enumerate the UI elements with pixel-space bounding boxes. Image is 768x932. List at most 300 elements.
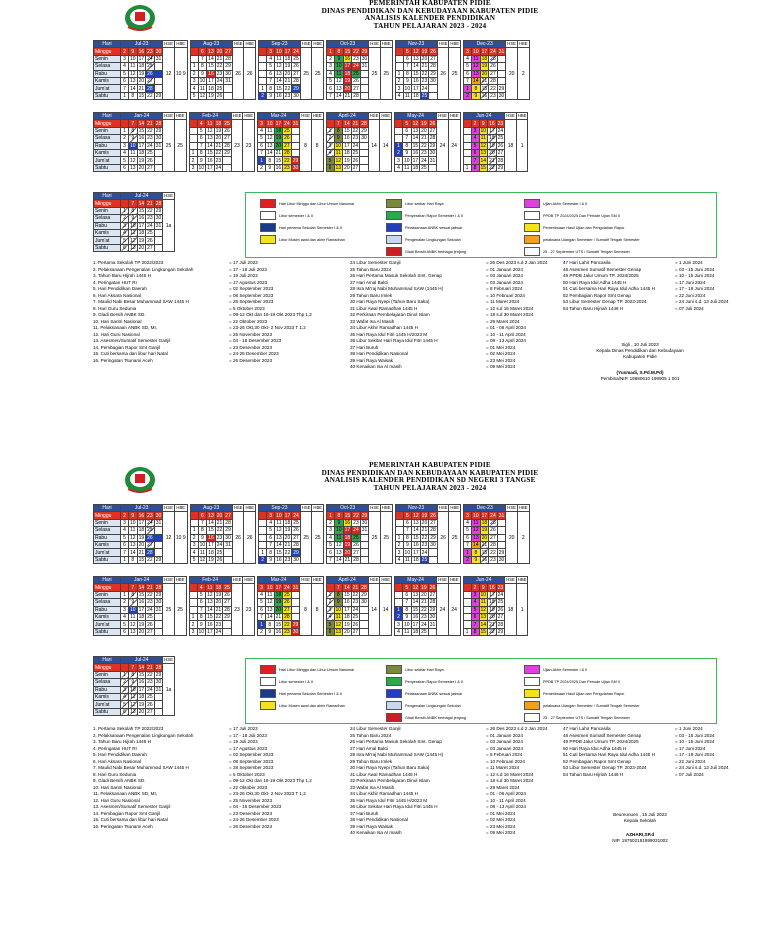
- date-cell: 18: [138, 527, 145, 534]
- date-cell: 28: [224, 606, 230, 613]
- date-cell: 25: [490, 519, 496, 526]
- hbe-value: 24: [448, 120, 460, 172]
- date-cell: 14: [130, 549, 136, 556]
- event-name: 54 Tahun Baru Hijriah 1446 H: [563, 305, 624, 311]
- event-date: = 01 - 06 April 2024: [486, 325, 526, 330]
- date-cell: 14: [130, 85, 136, 92]
- date-cell: 11: [473, 519, 479, 526]
- date-cell: 2: [395, 77, 403, 84]
- event-date: = 02 Mei 2024: [486, 817, 516, 822]
- date-cell: 4: [267, 55, 275, 62]
- date-cell: 29: [430, 534, 436, 541]
- day-name: Sabtu: [94, 628, 121, 635]
- date-cell: 5: [464, 527, 472, 534]
- date-cell: 31: [155, 606, 162, 613]
- date-cell: 7: [197, 142, 206, 149]
- date-cell: 22: [215, 614, 222, 621]
- event-date: = 09-12 Okt dan 16-19 Okt 2023 Thp 1,2: [229, 312, 312, 317]
- event-date: = 03 - 15 Juni 2024: [675, 732, 715, 738]
- date-cell: 17: [138, 55, 145, 62]
- event-date: = 17 Juli 2023: [229, 260, 258, 265]
- date-cell: 22: [147, 127, 153, 134]
- event-list-col2: [350, 260, 547, 371]
- date-cell: 18: [208, 549, 214, 556]
- date-cell: 10: [130, 519, 136, 526]
- date-cell: 21: [147, 664, 153, 671]
- date-cell: [189, 135, 197, 142]
- date-cell: 18: [413, 92, 419, 99]
- event-date: = 08 - 13 April 2024: [486, 338, 526, 343]
- date-cell: 19: [489, 606, 495, 613]
- legend-label: Pemeriksaan Hasil Ujian dan Pengolahan Rapor: [543, 691, 625, 696]
- date-cell: 11: [404, 164, 410, 171]
- event-date: = 22 Juni 2024: [675, 758, 706, 764]
- date-cell: 9: [198, 534, 207, 541]
- date-cell: 27: [429, 591, 436, 598]
- date-cell: 25: [216, 549, 223, 556]
- date-cell: 21: [147, 120, 153, 127]
- date-cell: 30: [225, 70, 231, 77]
- legend-item: [386, 713, 466, 722]
- date-cell: [224, 549, 233, 556]
- date-cell: 14: [480, 157, 487, 164]
- date-cell: 11: [199, 85, 205, 92]
- date-cell: 23: [147, 512, 153, 519]
- date-cell: [497, 519, 506, 526]
- event-list-col1: [93, 726, 312, 830]
- event-date: = 17 - 18 Juli 2023: [229, 732, 267, 738]
- date-cell: 13: [335, 628, 342, 635]
- date-cell: 27: [353, 549, 359, 556]
- date-cell: 3: [395, 549, 403, 556]
- date-cell: [497, 77, 506, 84]
- hbe-header: HBE: [450, 505, 460, 511]
- date-cell: 1: [395, 70, 403, 77]
- date-cell: 28: [225, 55, 231, 62]
- date-cell: 25: [224, 584, 230, 591]
- legend-swatch: [260, 665, 276, 674]
- hbe-value: 25: [174, 584, 186, 636]
- date-cell: 5: [403, 512, 412, 519]
- month-name: Nov-23: [395, 505, 437, 512]
- event-name: 25 Tahun Baru 2024: [350, 266, 392, 272]
- date-cell: 28: [497, 621, 504, 628]
- hbe-header: HBE: [245, 41, 255, 47]
- date-cell: 24: [497, 127, 504, 134]
- month-name: May-24: [395, 113, 437, 120]
- date-cell: 24: [293, 512, 299, 519]
- hbe-value: 23: [243, 120, 255, 172]
- date-cell: 22: [490, 549, 496, 556]
- date-cell: 15: [480, 628, 487, 635]
- date-cell: 14: [267, 614, 273, 621]
- date-cell: 4: [121, 527, 129, 534]
- month-table: [93, 40, 188, 100]
- date-cell: 20: [284, 70, 291, 77]
- event-date: = 5 Oktober 2023: [229, 771, 265, 777]
- date-cell: 13: [130, 244, 136, 251]
- month-name: Aug-23: [190, 41, 232, 48]
- date-cell: [463, 127, 471, 134]
- date-cell: 8: [266, 621, 275, 628]
- date-cell: 28: [353, 92, 359, 99]
- date-cell: 9: [472, 556, 481, 563]
- event-date: = 10 - 11 April 2024: [486, 331, 526, 337]
- date-cell: 20: [275, 606, 282, 613]
- event-name: 38 Hari Pendidikan Nasional: [350, 351, 408, 356]
- hse-header: HSE: [164, 577, 173, 583]
- event-name: 3. Tahun Baru Hijrah 1445 H: [93, 273, 151, 278]
- date-cell: 24: [497, 591, 504, 598]
- hse-value: 25: [163, 120, 175, 172]
- date-cell: 12: [413, 512, 419, 519]
- calendar-sheet-1: [0, 0, 768, 440]
- date-cell: 14: [207, 142, 213, 149]
- date-cell: 29: [361, 48, 368, 55]
- date-cell: 27: [147, 708, 153, 715]
- date-cell: [497, 534, 506, 541]
- date-cell: 29: [224, 614, 230, 621]
- date-cell: 7: [327, 556, 335, 563]
- date-cell: 6: [267, 70, 275, 77]
- date-cell: 22: [352, 127, 359, 134]
- date-cell: 27: [430, 519, 436, 526]
- legend-swatch: [386, 199, 402, 208]
- date-cell: 11: [480, 135, 486, 142]
- date-cell: [259, 77, 267, 84]
- date-cell: 1: [327, 512, 335, 519]
- date-cell: 19: [138, 70, 145, 77]
- date-cell: 26: [490, 63, 496, 70]
- month-table: [258, 504, 324, 564]
- month-name: Jul-24: [121, 193, 163, 200]
- date-cell: 16: [207, 157, 213, 164]
- month-table: [93, 576, 187, 636]
- date-cell: 3: [267, 48, 275, 55]
- date-cell: 27: [293, 534, 299, 541]
- date-cell: 19: [138, 157, 145, 164]
- date-cell: 30: [293, 556, 299, 563]
- date-cell: [224, 92, 233, 99]
- date-cell: 8: [403, 142, 412, 149]
- date-cell: 27: [224, 599, 230, 606]
- legend-item: [386, 701, 461, 710]
- event-name: 32 Perkiraan Pembelajaran Dinul Islam: [350, 312, 430, 317]
- title-line-2: DINAS PENDIDIKAN DAN KEBUDAYAAN KABUPATEN PIDIE: [321, 6, 539, 15]
- date-cell: 13: [130, 164, 136, 171]
- event-date: = 03 - 15 Juni 2024: [675, 266, 715, 272]
- hse-value: 23: [231, 120, 243, 172]
- date-cell: [154, 628, 163, 635]
- date-cell: 9: [267, 92, 275, 99]
- date-cell: 26: [353, 78, 359, 85]
- date-cell: 24: [147, 519, 153, 526]
- event-name: 15. Cuti bersama dan libur hari Natal: [93, 351, 168, 356]
- legend-label: Pengenalan Lingkungan Sekolah: [405, 703, 461, 708]
- date-cell: 25: [421, 164, 427, 171]
- date-cell: 29: [225, 527, 231, 534]
- date-cell: 24: [215, 164, 222, 171]
- date-cell: [121, 664, 129, 671]
- date-cell: 23: [147, 215, 153, 222]
- date-cell: 3: [327, 63, 335, 70]
- hse-value: 12: [163, 48, 175, 100]
- date-cell: 3: [464, 48, 472, 55]
- event-item: [350, 364, 547, 371]
- event-date: = 10 - 15 Juni 2024: [675, 739, 715, 744]
- event-date: = 10 - 15 Juni 2024: [675, 273, 715, 278]
- date-cell: 16: [413, 78, 419, 85]
- legend-label: Pelaksanaan ANBK sesuai jadwal: [405, 691, 462, 696]
- month-table: [93, 656, 175, 716]
- event-name: 5. Hari Pendidikan Daerah: [93, 286, 147, 291]
- date-cell: 29: [497, 164, 504, 171]
- date-cell: 16: [138, 135, 145, 142]
- date-cell: 29: [430, 70, 436, 77]
- date-cell: 4: [471, 135, 479, 142]
- event-name: 47 Hari Lahir Pancasila: [563, 260, 611, 265]
- date-cell: 14: [344, 584, 350, 591]
- date-cell: [154, 534, 163, 541]
- date-cell: 26: [430, 512, 436, 519]
- event-name: 51 Cuti bersama Hari Raya Idul Adha 1445 H: [563, 752, 655, 757]
- date-cell: 4: [121, 693, 129, 700]
- date-cell: [360, 92, 369, 99]
- event-date: = 03 Januari 2024: [486, 739, 523, 744]
- date-cell: 1: [395, 534, 403, 541]
- date-cell: 24: [421, 157, 427, 164]
- date-cell: 25: [353, 70, 359, 77]
- event-date: = 24-26 Desember 2023: [229, 351, 279, 356]
- date-cell: 29: [498, 85, 505, 92]
- event-name: 31 Libur Awal Ramadhan 1445 H: [350, 305, 418, 311]
- event-date: = 8 Februari 2024: [486, 752, 523, 757]
- date-cell: 19: [138, 701, 145, 708]
- date-cell: 15: [207, 614, 213, 621]
- date-cell: 21: [147, 200, 153, 207]
- legend-label: Hari Libur Minggu dan Libur Umum Nasional: [279, 201, 354, 206]
- date-cell: [189, 127, 197, 134]
- date-cell: [497, 527, 506, 534]
- hbe-value: 1: [516, 120, 528, 172]
- date-cell: 13: [480, 614, 487, 621]
- date-cell: 11: [130, 150, 136, 157]
- date-cell: 26: [429, 120, 436, 127]
- date-cell: 20: [344, 85, 351, 92]
- date-cell: 21: [489, 157, 495, 164]
- date-cell: 7: [258, 613, 266, 620]
- hbe-header: HBE: [449, 113, 459, 119]
- legend-label: Libur semester I & II: [279, 213, 313, 218]
- event-name: 5. Hari Pendidikan Daerah: [93, 752, 147, 757]
- month-name: Sep-23: [259, 41, 301, 48]
- date-cell: 25: [353, 534, 359, 541]
- date-cell: 9: [403, 149, 412, 156]
- date-cell: 3: [190, 541, 198, 548]
- date-cell: 17: [284, 48, 291, 55]
- date-cell: 24: [147, 55, 153, 62]
- event-date: = 01 - 06 April 2024: [486, 791, 526, 796]
- date-cell: [121, 200, 129, 207]
- event-date: = 12 s.d 16 Maret 2024: [486, 771, 534, 777]
- date-cell: 12: [413, 48, 419, 55]
- event-name: 54 Tahun Baru Hijriah 1446 H: [563, 771, 624, 777]
- date-cell: 4: [121, 63, 129, 70]
- date-cell: 5: [258, 135, 266, 142]
- date-cell: [154, 164, 163, 171]
- hse-value: 24: [437, 120, 449, 172]
- date-cell: 10: [130, 686, 136, 693]
- date-cell: 19: [284, 63, 291, 70]
- date-cell: 8: [335, 48, 344, 55]
- date-cell: 12: [276, 63, 282, 70]
- date-cell: [154, 157, 163, 164]
- date-cell: 21: [215, 142, 222, 149]
- event-list-col1: [93, 260, 312, 364]
- date-cell: 27: [497, 614, 504, 621]
- date-cell: 23: [352, 599, 359, 606]
- date-cell: 23: [490, 92, 496, 99]
- date-cell: 3: [121, 222, 129, 229]
- hse-value: 8: [300, 120, 312, 172]
- signature-block-2: [565, 812, 715, 844]
- date-cell: 7: [267, 77, 275, 84]
- date-cell: 2: [258, 628, 266, 635]
- date-cell: 16: [276, 556, 282, 563]
- date-cell: 30: [429, 150, 436, 157]
- date-cell: [154, 701, 163, 708]
- title-line-3: ANALISIS KALENDER PENDIDIKAN: [364, 14, 496, 22]
- date-cell: 6: [197, 135, 206, 142]
- date-cell: 25: [284, 591, 290, 598]
- date-cell: [360, 157, 369, 164]
- date-cell: 13: [276, 534, 282, 541]
- hse-value: 26: [437, 512, 449, 564]
- date-cell: 17: [344, 606, 350, 613]
- date-cell: 24: [147, 222, 153, 229]
- date-cell: [429, 556, 438, 563]
- date-cell: 17: [138, 519, 145, 526]
- date-cell: 12: [199, 556, 206, 563]
- legend-label: Libur Musim awal dan akhir Ramadhan: [279, 703, 345, 708]
- date-cell: 25: [421, 628, 427, 635]
- date-cell: 29: [498, 549, 505, 556]
- date-cell: 25: [352, 614, 359, 621]
- date-cell: 7: [258, 149, 266, 156]
- event-date: = 07 Juli 2024: [675, 305, 704, 311]
- date-cell: 15: [138, 591, 145, 598]
- date-cell: 6: [197, 599, 206, 606]
- hse-value: 25: [300, 48, 312, 100]
- date-cell: [395, 519, 403, 526]
- date-cell: 22: [284, 85, 291, 92]
- date-cell: 31: [361, 527, 368, 534]
- date-cell: 3: [121, 55, 129, 62]
- month-table: [463, 576, 529, 636]
- event-item: [93, 824, 312, 831]
- event-name: 48 Asesmen Sumatif Semester Genap: [563, 732, 642, 738]
- date-cell: 30: [155, 512, 162, 519]
- date-cell: 13: [207, 135, 213, 142]
- date-cell: 12: [412, 120, 419, 127]
- month-block: [395, 504, 462, 564]
- event-name: 40 Kenaikan Isa Al masih: [350, 830, 402, 835]
- date-cell: 26: [147, 70, 153, 77]
- date-cell: 18: [208, 85, 214, 92]
- event-date: = 23 Desember 2023: [229, 344, 273, 350]
- date-cell: 2: [395, 613, 403, 620]
- date-cell: 28: [430, 63, 436, 70]
- hbe-header: HBE: [312, 577, 322, 583]
- date-cell: 27: [284, 606, 290, 613]
- date-cell: 16: [344, 599, 350, 606]
- date-cell: 16: [344, 519, 351, 526]
- date-cell: 17: [207, 164, 213, 171]
- event-date: = 25 November 2023: [229, 331, 273, 337]
- legend-swatch: [260, 701, 276, 710]
- date-cell: 3: [327, 527, 335, 534]
- date-cell: 25: [497, 135, 504, 142]
- date-cell: 1: [259, 549, 267, 556]
- date-cell: 20: [344, 628, 350, 635]
- hbe-value: 10 9: [174, 48, 187, 100]
- sign-title: Kepala Sekolah: [623, 818, 657, 823]
- day-name: Senin: [94, 591, 121, 598]
- date-cell: 1: [189, 149, 197, 156]
- month-block: [93, 504, 188, 564]
- hbe-header: HBE: [381, 577, 390, 583]
- legend-swatch: [386, 677, 402, 686]
- hse-header: HSE: [506, 113, 515, 119]
- date-cell: 7: [129, 120, 138, 127]
- date-cell: [463, 613, 471, 620]
- date-cell: 4: [471, 599, 479, 606]
- date-cell: 22: [490, 85, 496, 92]
- date-cell: [360, 77, 369, 84]
- date-cell: 12: [130, 534, 136, 541]
- calendar-row-2: [93, 112, 528, 172]
- date-cell: 23: [353, 519, 359, 526]
- date-cell: 13: [208, 512, 214, 519]
- date-cell: 2: [121, 135, 129, 142]
- date-cell: 15: [275, 621, 282, 628]
- date-cell: 15: [413, 70, 419, 77]
- date-cell: 5: [464, 63, 472, 70]
- legend-item: [260, 235, 345, 244]
- date-cell: [497, 541, 506, 548]
- date-cell: 21: [284, 78, 291, 85]
- date-cell: 2: [471, 584, 479, 591]
- day-name: Minggu: [94, 664, 121, 671]
- event-name: 13. Asesmen/Sumatif Semester Ganjil: [93, 338, 171, 343]
- day-name: Kamis: [94, 541, 121, 548]
- month-table: [326, 112, 393, 172]
- hse-value: 14: [368, 120, 380, 172]
- date-cell: 28: [147, 549, 153, 556]
- date-cell: 27: [147, 244, 153, 251]
- event-item: [563, 772, 729, 779]
- month-table: [463, 504, 530, 564]
- month-table: [326, 576, 393, 636]
- date-cell: 14: [412, 599, 419, 606]
- date-cell: [360, 541, 369, 548]
- date-cell: 1: [190, 63, 198, 70]
- event-name: 12. Hari Guru Nasional: [93, 331, 140, 337]
- date-cell: 10: [336, 63, 342, 70]
- date-cell: 24: [421, 549, 428, 556]
- date-cell: [259, 519, 267, 526]
- date-cell: 14: [336, 92, 342, 99]
